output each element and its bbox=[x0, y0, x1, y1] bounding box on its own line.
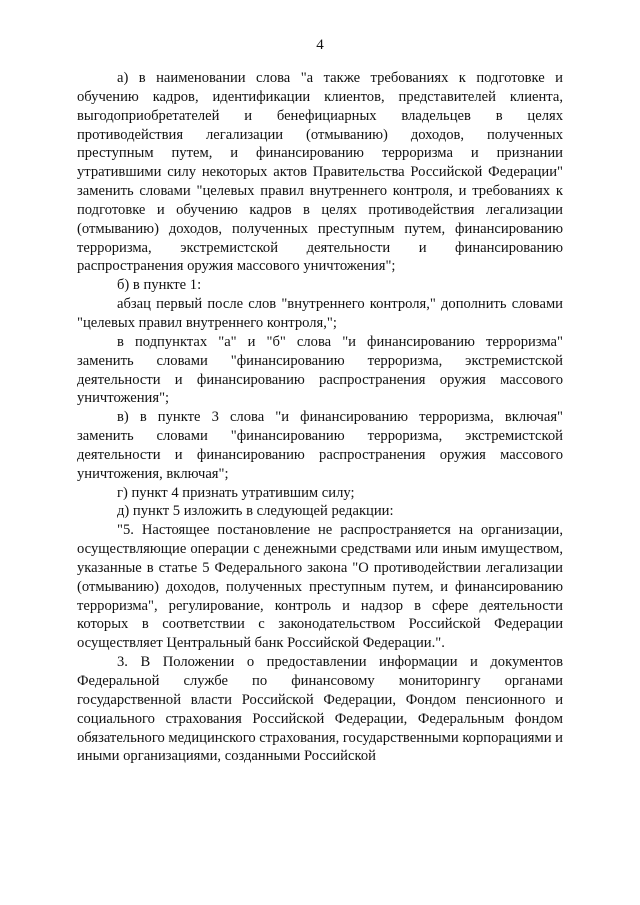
paragraph-point-5-text: "5. Настоящее постановление не распространяется на организации, осуществляющие операции с денежными средствами или иным имуществом, указанные в статье 5 Федерального закона "О противодействии легализации (отмыванию) доходов, полученных преступным путем, и финансированию терроризма", регулирование, контроль и надзор в сфере деятельности которых в соответствии с законодательством Российской Федерации осуществляет Центральный банк Российской Федерации.". bbox=[77, 522, 563, 652]
document-body bbox=[77, 69, 563, 766]
paragraph-b-point-1: б) в пункте 1: bbox=[117, 277, 202, 294]
paragraph-v-point-3: в) в пункте 3 слова "и финансированию терроризма, включая" заменить словами "финансированию терроризма, экстремистской деятельности и финансированию распространения оружия массового уничтожения, включая"; bbox=[77, 409, 563, 482]
page-number: 4 bbox=[316, 37, 324, 53]
paragraph-g-point-4: г) пункт 4 признать утратившим силу; bbox=[117, 484, 355, 501]
paragraph-first-abzac: абзац первый после слов "внутреннего контроля," дополнить словами "целевых правил внутреннего контроля,"; bbox=[77, 296, 563, 331]
paragraph-3-regulation: 3. В Положении о предоставлении информации и документов Федеральной службе по финансовому мониторингу органами государственной власти Российской Федерации, Фондом пенсионного и социального страхования Российской Федерации, Федеральным фондом обязательного медицинского страхования, государственными корпорациями и иными организациями, созданными Российской bbox=[77, 654, 563, 765]
paragraph-subpoints-a-b: в подпунктах "а" и "б" слова "и финансированию терроризма" заменить словами "финансированию терроризма, экстремистской деятельности и финансированию распространения оружия массового уничтожения"; bbox=[77, 333, 563, 407]
paragraph-a-title-change: а) в наименовании слова "а также требованиях к подготовке и обучению кадров, идентификации клиентов, представителей клиента, выгодоприобретателей и бенефициарных владельцев в целях противодействия легализации (отмыванию) доходов, полученных преступным путем, и финансированию терроризма и признании утратившими силу некоторых актов Правительства Российской Федерации" заменить словами "целевых правил внутреннего контроля, и требованиях к подготовке и обучению кадров в целях противодействия легализации (отмыванию) доходов, полученных преступным путем, финансированию терроризма, экстремистской деятельности и финансированию распространения оружия массового уничтожения"; bbox=[77, 70, 563, 275]
paragraph-d-point-5: д) пункт 5 изложить в следующей редакции: bbox=[117, 503, 394, 520]
